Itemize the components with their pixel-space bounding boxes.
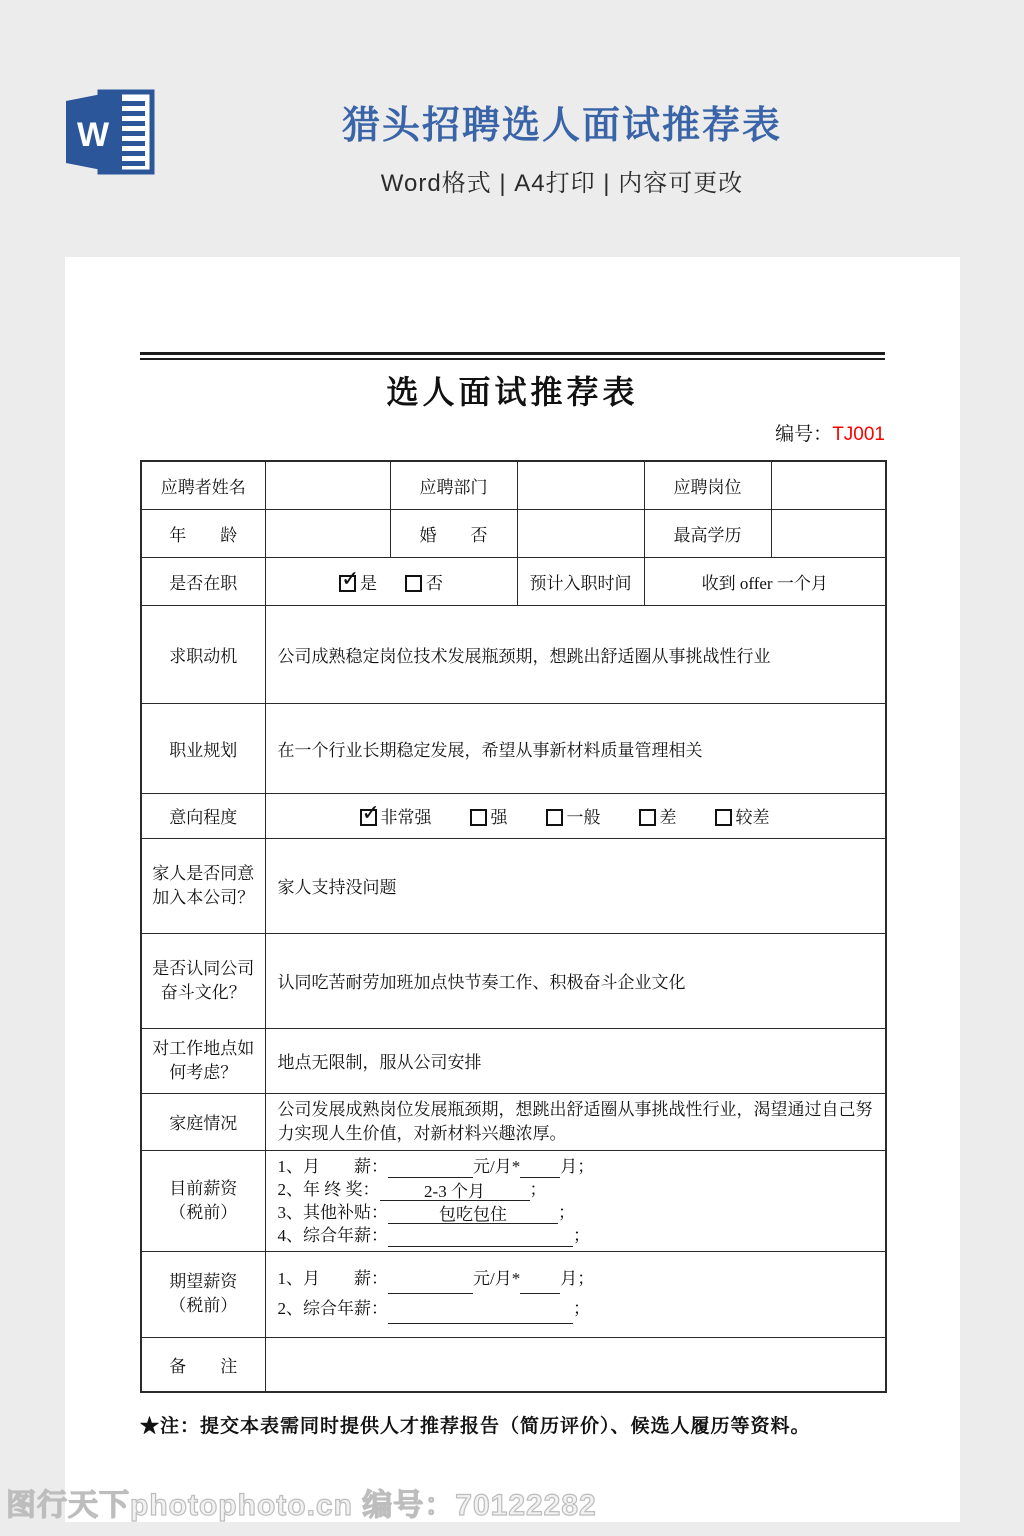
- table-row: [141, 605, 886, 703]
- checkbox-intent-very-strong[interactable]: ✓ 非常强: [361, 801, 432, 827]
- field-label-department: 应聘部门: [390, 461, 517, 509]
- field-label-culture: 是否认同公司 奋斗文化？: [141, 933, 265, 1028]
- blank-monthly-salary[interactable]: [388, 1159, 473, 1178]
- form-footnote: ★注：提交本表需同时提供人才推荐报告（简历评价）、候选人履历等资料。: [140, 1416, 811, 1437]
- checkbox-unchecked-icon[interactable]: [405, 575, 422, 592]
- field-value-career-plan: 在一个行业长期稳定发展，希望从事新材料质量管理相关: [265, 703, 886, 793]
- template-header: [0, 0, 1024, 257]
- checkbox-checked-icon[interactable]: ✓: [361, 801, 380, 826]
- field-value-family-agree: 家人支持没问题: [265, 838, 886, 933]
- field-label-intention: 意向程度: [141, 793, 265, 838]
- blank-other-subsidies[interactable]: 包吃包住: [388, 1205, 558, 1224]
- field-value-family-info: 公司发展成熟岗位发展瓶颈期，想跳出舒适圈从事挑战性行业，渴望通过自己努力实现人生价值，对新材料兴趣浓厚。: [277, 1099, 873, 1143]
- table-row: [141, 1251, 886, 1337]
- document-page: [65, 257, 960, 1522]
- field-label-current-salary: 目前薪资 （税前）: [141, 1150, 265, 1251]
- table-row: [141, 1028, 886, 1093]
- checkbox-intent-very-poor[interactable]: 较差: [715, 803, 770, 828]
- blank-expected-months[interactable]: [520, 1275, 560, 1294]
- checkbox-unchecked-icon[interactable]: [715, 809, 732, 826]
- field-label-employed: 是否在职: [141, 557, 265, 605]
- field-value-expected-salary: 1、月 薪： 元/月* 月； 2、综合年薪： ；: [265, 1251, 886, 1337]
- field-value-culture: 认同吃苦耐劳加班加点快节奏工作、积极奋斗企业文化: [265, 933, 886, 1028]
- field-value-department[interactable]: [517, 461, 644, 509]
- blank-year-end-bonus[interactable]: 2-3 个月: [380, 1182, 530, 1201]
- field-value-education[interactable]: [771, 509, 886, 557]
- field-label-family-info: 家庭情况: [141, 1093, 265, 1150]
- checkbox-employed-no[interactable]: 否: [405, 569, 443, 594]
- serial-number: [140, 422, 885, 448]
- table-row: [141, 509, 886, 557]
- form-title: 选人面试推荐表: [386, 374, 639, 410]
- checkbox-intent-poor[interactable]: 差: [639, 803, 677, 828]
- field-label-applicant-name: 应聘者姓名: [141, 461, 265, 509]
- field-value-location: 地点无限制，服从公司安排: [265, 1028, 886, 1093]
- field-value-marital[interactable]: [517, 509, 644, 557]
- table-row: [141, 1150, 886, 1251]
- field-label-career-plan: 职业规划: [141, 703, 265, 793]
- field-label-location: 对工作地点如 何考虑？: [141, 1028, 265, 1093]
- template-title: 猎头招聘选人面试推荐表: [341, 105, 782, 147]
- template-subtitle: Word格式 | A4打印 | 内容可更改: [380, 170, 744, 197]
- field-label-motivation: 求职动机: [141, 605, 265, 703]
- field-value-current-salary: 1、月 薪： 元/月* 月； 2、年 终 奖： 2-3 个月 ； 3、其他补贴： 包吃包住 ； 4、综合年薪： ；: [265, 1150, 886, 1251]
- field-value-age[interactable]: [265, 509, 390, 557]
- recommendation-form-table: [140, 460, 887, 1393]
- field-label-position: 应聘岗位: [644, 461, 771, 509]
- checkbox-employed-yes[interactable]: ✓ 是: [341, 566, 377, 593]
- field-value-position[interactable]: [771, 461, 886, 509]
- checkbox-unchecked-icon[interactable]: [546, 809, 563, 826]
- table-row: [141, 703, 886, 793]
- serial-value: TJ001: [832, 424, 885, 445]
- field-label-expected-salary: 期望薪资 （税前）: [141, 1251, 265, 1337]
- word-letter: W: [76, 116, 110, 154]
- field-label-marital: 婚 否: [390, 509, 517, 557]
- table-row: [141, 1337, 886, 1392]
- table-row: [141, 838, 886, 933]
- field-value-applicant-name[interactable]: [265, 461, 390, 509]
- site-watermark: 图行天下photophoto.cn 编号：70122282: [6, 1489, 597, 1522]
- double-rule-divider: [140, 352, 885, 360]
- blank-total-annual[interactable]: [388, 1228, 573, 1247]
- field-label-entry-time: 预计入职时间: [517, 557, 644, 605]
- table-row: [141, 793, 886, 838]
- checkbox-intent-strong[interactable]: 强: [470, 803, 508, 828]
- field-label-family-agree: 家人是否同意 加入本公司？: [141, 838, 265, 933]
- checkbox-checked-icon[interactable]: ✓: [341, 566, 360, 592]
- blank-expected-monthly[interactable]: [388, 1275, 473, 1294]
- table-row: [141, 933, 886, 1028]
- checkbox-unchecked-icon[interactable]: [470, 809, 487, 826]
- field-value-entry-time: 收到 offer 一个月: [644, 557, 886, 605]
- field-label-age: 年 龄: [141, 509, 265, 557]
- serial-label: 编号：: [775, 424, 833, 445]
- checkbox-unchecked-icon[interactable]: [639, 809, 656, 826]
- field-value-remark[interactable]: [265, 1337, 886, 1392]
- blank-months[interactable]: [520, 1159, 560, 1178]
- table-row: [141, 461, 886, 509]
- field-label-remark: 备 注: [141, 1337, 265, 1392]
- field-value-motivation: 公司成熟稳定岗位技术发展瓶颈期，想跳出舒适圈从事挑战性行业: [265, 605, 886, 703]
- field-label-education: 最高学历: [644, 509, 771, 557]
- table-row: [141, 557, 886, 605]
- checkbox-intent-average[interactable]: 一般: [546, 803, 601, 828]
- table-row: [141, 1093, 886, 1150]
- blank-expected-annual[interactable]: [388, 1305, 573, 1324]
